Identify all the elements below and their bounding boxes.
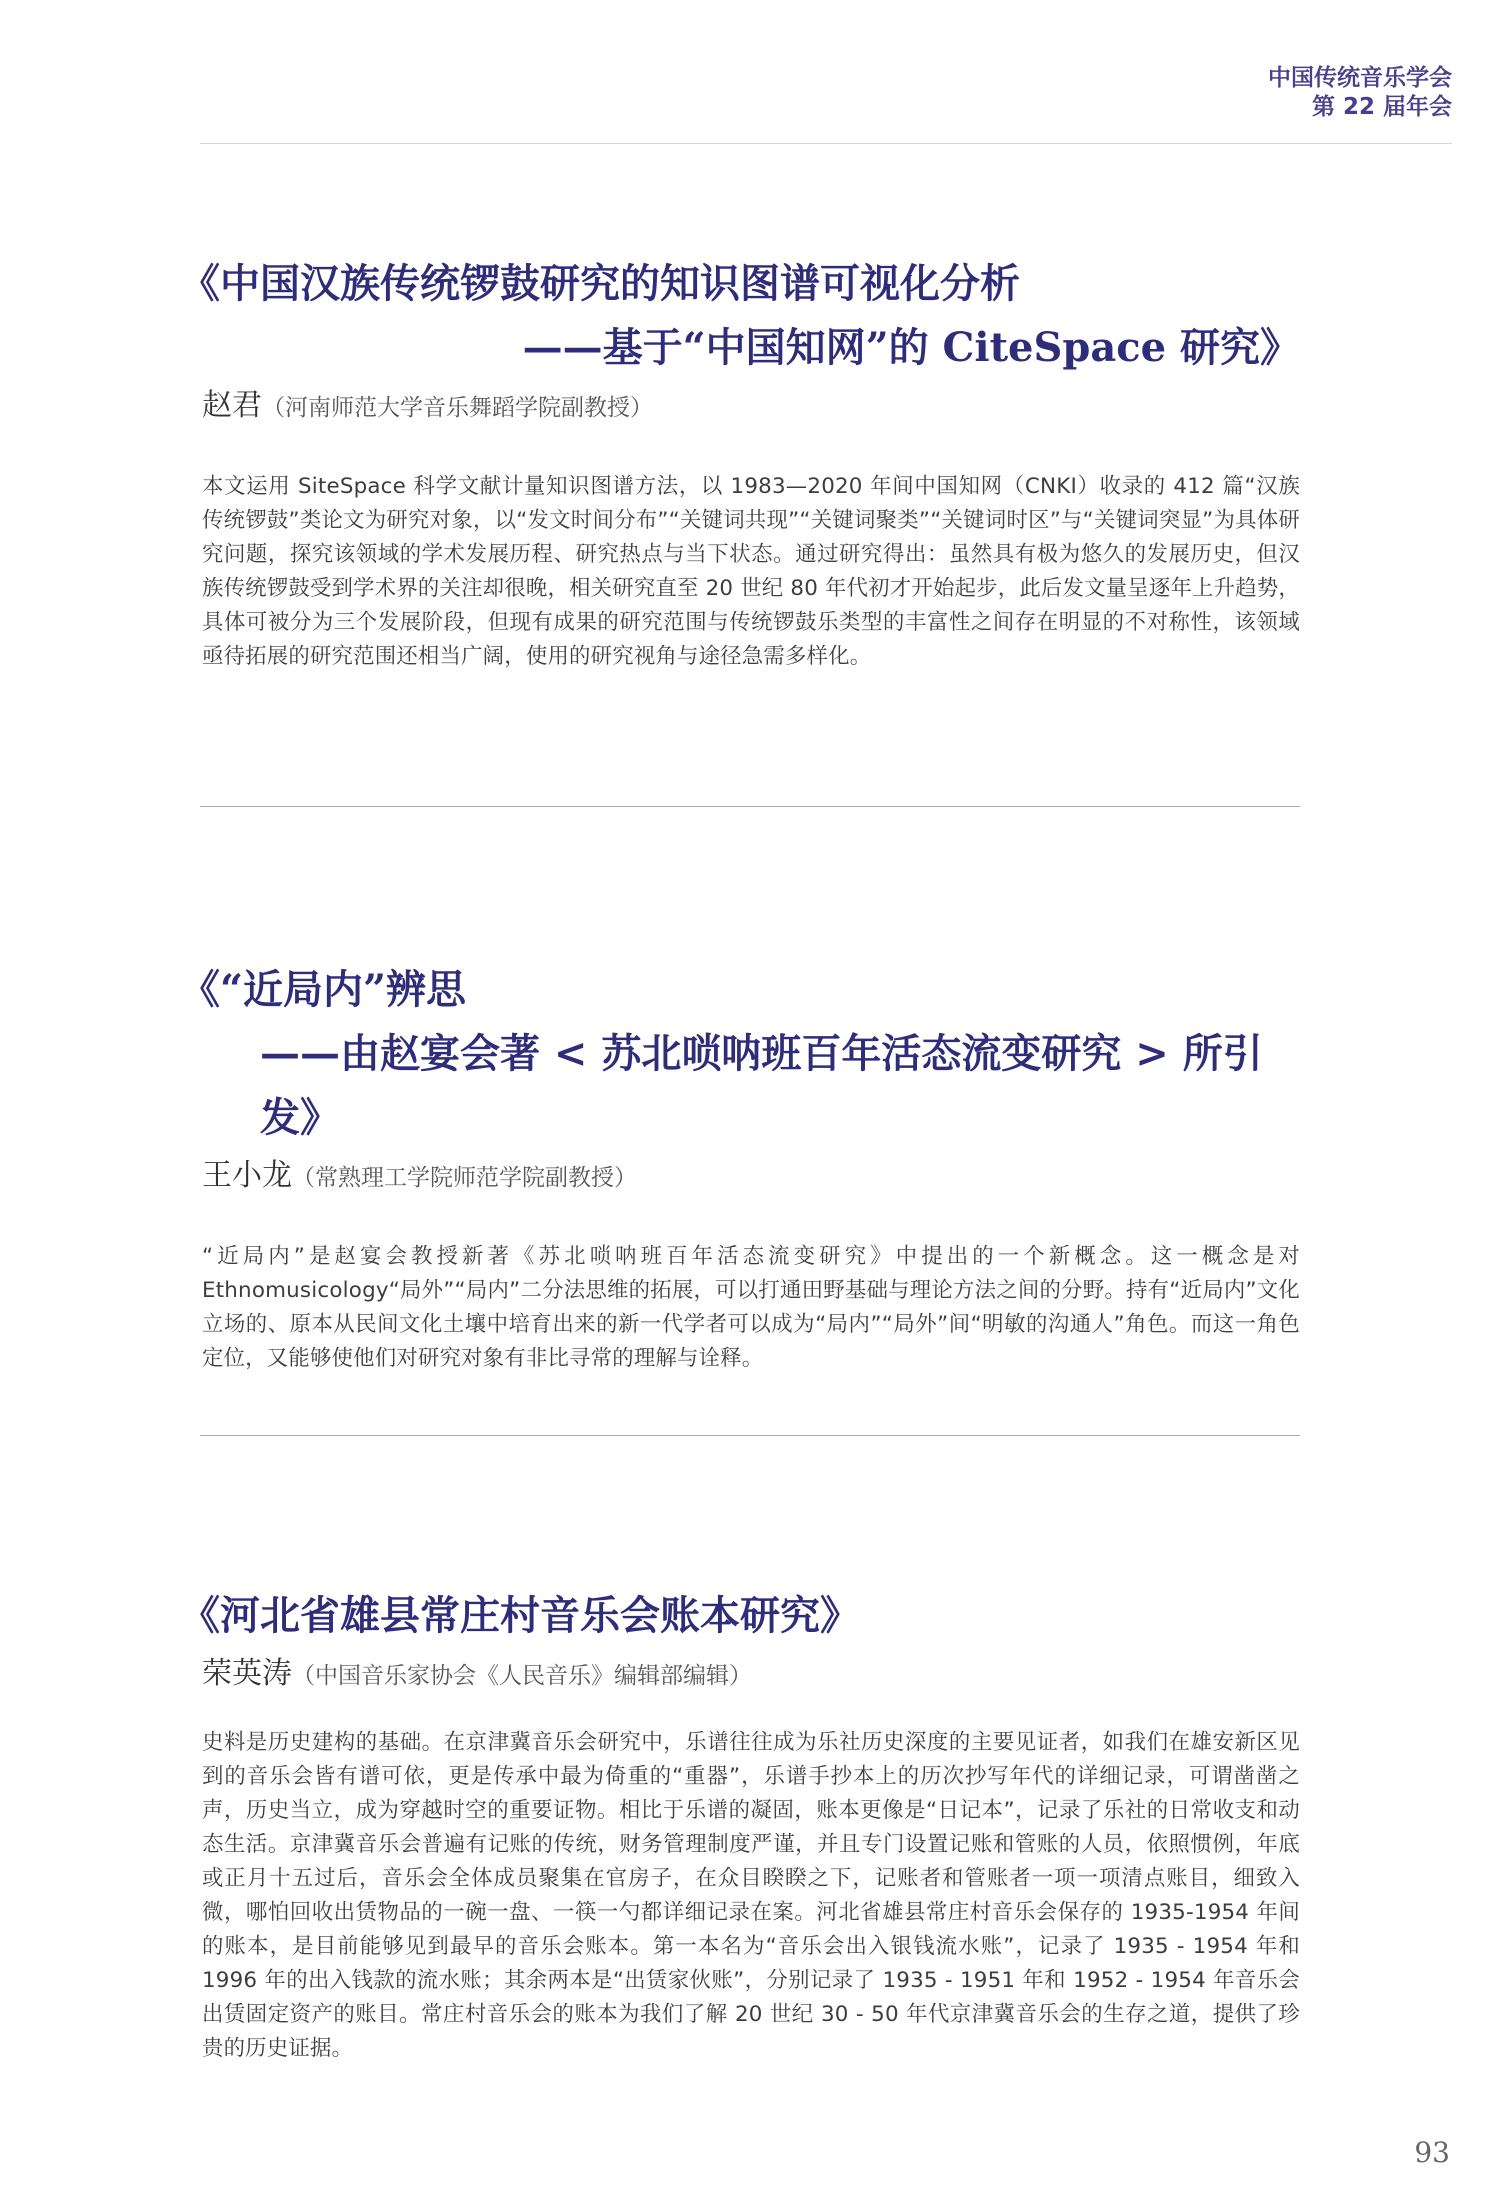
title-line-1: 《河北省雄县常庄村音乐会账本研究》 (180, 1592, 860, 1639)
author-line (202, 1156, 1300, 1200)
author-name: 荣英涛 (202, 1656, 292, 1691)
author-affiliation: （河南师范大学音乐舞蹈学院副教授） (262, 395, 653, 421)
section-divider (200, 806, 1300, 807)
article-abstract: “近局内”是赵宴会教授新著《苏北唢呐班百年活态流变研究》中提出的一个新概念。这一概念是对 Ethnomusicology“局外”“局内”二分法思维的拓展，可以打通田野基础与理论方法之间的分野。持有“近局内”文化立场的、原本从民间文化土壤中培育出来的新一代学者可以成为“局内”“局外”间“明敏的沟通人”角色。而这一角色定位，又能够使他们对研究对象有非比寻常的理解与诠释。 (202, 1244, 1300, 1371)
title-line-1: 《中国汉族传统锣鼓研究的知识图谱可视化分析 (180, 260, 1020, 307)
article-title (180, 252, 1300, 380)
author-line (202, 1654, 1300, 1698)
article-abstract: 史料是历史建构的基础。在京津冀音乐会研究中，乐谱往往成为乐社历史深度的主要见证者，如我们在雄安新区见到的音乐会皆有谱可依，更是传承中最为倚重的“重器”，乐谱手抄本上的历次抄写年代的详细记录，可谓凿凿之声，历史当立，成为穿越时空的重要证物。相比于乐谱的凝固，账本更像是“日记本”，记录了乐社的日常收支和动态生活。京津冀音乐会普遍有记账的传统，财务管理制度严谨，并且专门设置记账和管账的人员，依照惯例，年底或正月十五过后，音乐会全体成员聚集在官房子，在众目睽睽之下，记账者和管账者一项一项清点账目，细致入微，哪怕回收出赁物品的一碗一盘、一筷一勺都详细记录在案。河北省雄县常庄村音乐会保存的 1935-1954 年间的账本，是目前能够见到最早的音乐会账本。第一本名为“音乐会出入银钱流水账”，记录了 1935 - 1954 年和 1996 年的出入钱款的流水账；其余两本是“出赁家伙账”，分别记录了 1935 - 1951 年和 1952 - 1954 年音乐会出赁固定资产的账目。常庄村音乐会的账本为我们了解 20 世纪 30 - 50 年代京津冀音乐会的生存之道，提供了珍贵的历史证据。 (202, 1730, 1300, 2061)
title-line-1: 《“近局内”辨思 (180, 966, 467, 1013)
author-affiliation: （常熟理工学院师范学院副教授） (292, 1165, 637, 1191)
article-1 (180, 252, 1300, 674)
article-3 (180, 1584, 1300, 2066)
header-divider (200, 143, 1452, 144)
article-title (180, 1584, 1300, 1648)
section-divider (200, 1435, 1300, 1436)
author-affiliation: （中国音乐家协会《人民音乐》编辑部编辑） (292, 1663, 752, 1689)
author-name: 王小龙 (202, 1158, 292, 1193)
article-2 (180, 958, 1300, 1376)
title-line-2: ——由赵宴会著 < 苏北唢呐班百年活态流变研究 > 所引发》 (260, 1030, 1263, 1141)
page-number: 93 (1414, 2136, 1450, 2169)
article-title (180, 958, 1300, 1150)
title-line-2: ——基于“中国知网”的 CiteSpace 研究》 (522, 324, 1300, 371)
header-line-2: 第 22 届年会 (1311, 94, 1452, 120)
author-name: 赵君 (202, 388, 262, 423)
conference-header (1268, 64, 1452, 122)
header-line-1: 中国传统音乐学会 (1268, 65, 1452, 91)
article-abstract: 本文运用 SiteSpace 科学文献计量知识图谱方法，以 1983—2020 年间中国知网（CNKI）收录的 412 篇“汉族传统锣鼓”类论文为研究对象，以“发文时间分布”“关键词共现”“关键词聚类”“关键词时区”与“关键词突显”为具体研究问题，探究该领域的学术发展历程、研究热点与当下状态。通过研究得出：虽然具有极为悠久的发展历史，但汉族传统锣鼓受到学术界的关注却很晚，相关研究直至 20 世纪 80 年代初才开始起步，此后发文量呈逐年上升趋势，具体可被分为三个发展阶段，但现有成果的研究范围与传统锣鼓乐类型的丰富性之间存在明显的不对称性，该领域亟待拓展的研究范围还相当广阔，使用的研究视角与途径急需多样化。 (202, 474, 1300, 669)
author-line (202, 386, 1300, 430)
